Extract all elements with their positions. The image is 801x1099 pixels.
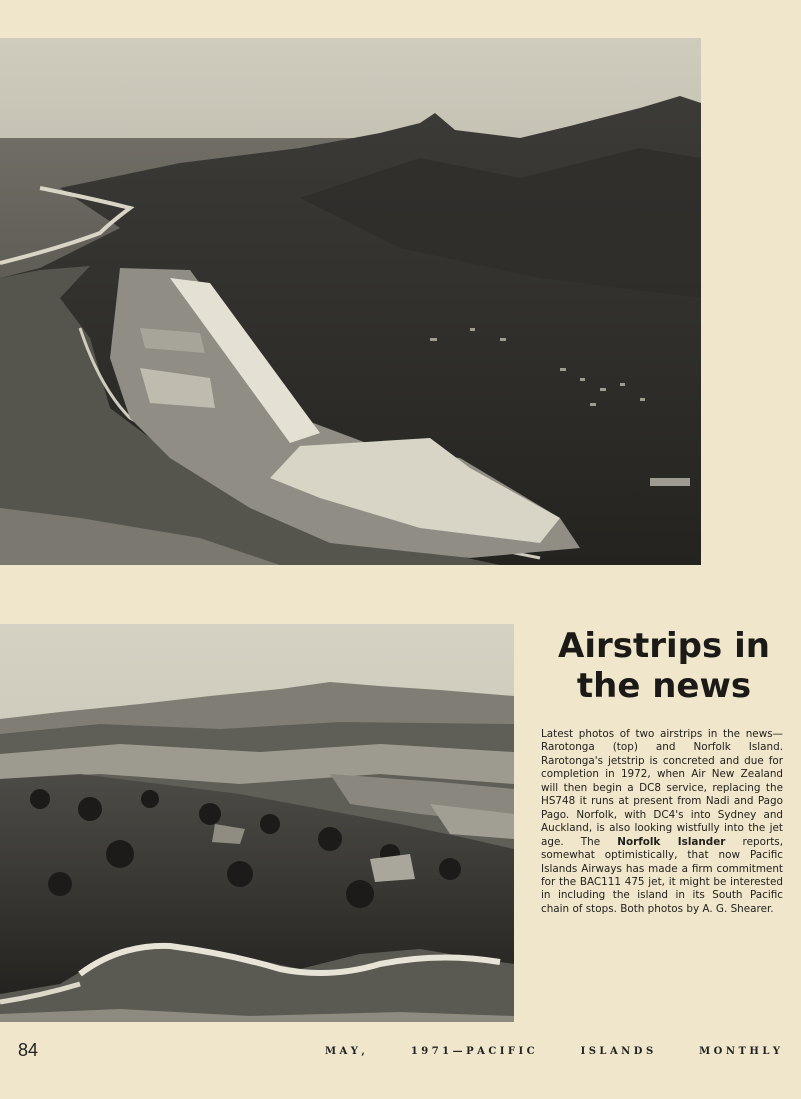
headline [526, 626, 801, 706]
page-number: 84 [18, 1040, 39, 1060]
running-footer [325, 1046, 780, 1057]
footer-year-pacific: 1 9 7 1 — P A C I F I C [410, 1046, 535, 1057]
headline-line-2: the news [576, 666, 752, 706]
footer-month: M A Y , [325, 1046, 365, 1057]
norfolk-island-photo [0, 624, 514, 1022]
caption-publication-name: Norfolk Islander [617, 835, 726, 848]
footer-monthly: M O N T H L Y [699, 1046, 780, 1057]
headline-line-1: Airstrips in [558, 626, 770, 666]
footer-islands: I S L A N D S [580, 1046, 654, 1057]
photo-caption [541, 728, 783, 916]
caption-text-part-2: reports, somewhat optimistically, that now Pacific Islands Airways has made a firm commitment for the BAC111 475 jet, it might be interested in including the island in its South Pacific chain of stops. Both photos by A. G. Shearer. [541, 835, 784, 915]
rarotonga-airstrip-photo [0, 38, 701, 565]
caption-text-part-1: Latest photos of two airstrips in the news—Rarotonga (top) and Norfolk Island. Rarotonga's jetstrip is concreted and due for completion in 1972, when Air New Zealand will then begin a DC8 service, replacing the HS748 it runs at present from Nadi and Pago Pago. Norfolk, with DC4's into Sydney and Auckland, is also looking wistfully into the jet age. The [541, 728, 783, 848]
